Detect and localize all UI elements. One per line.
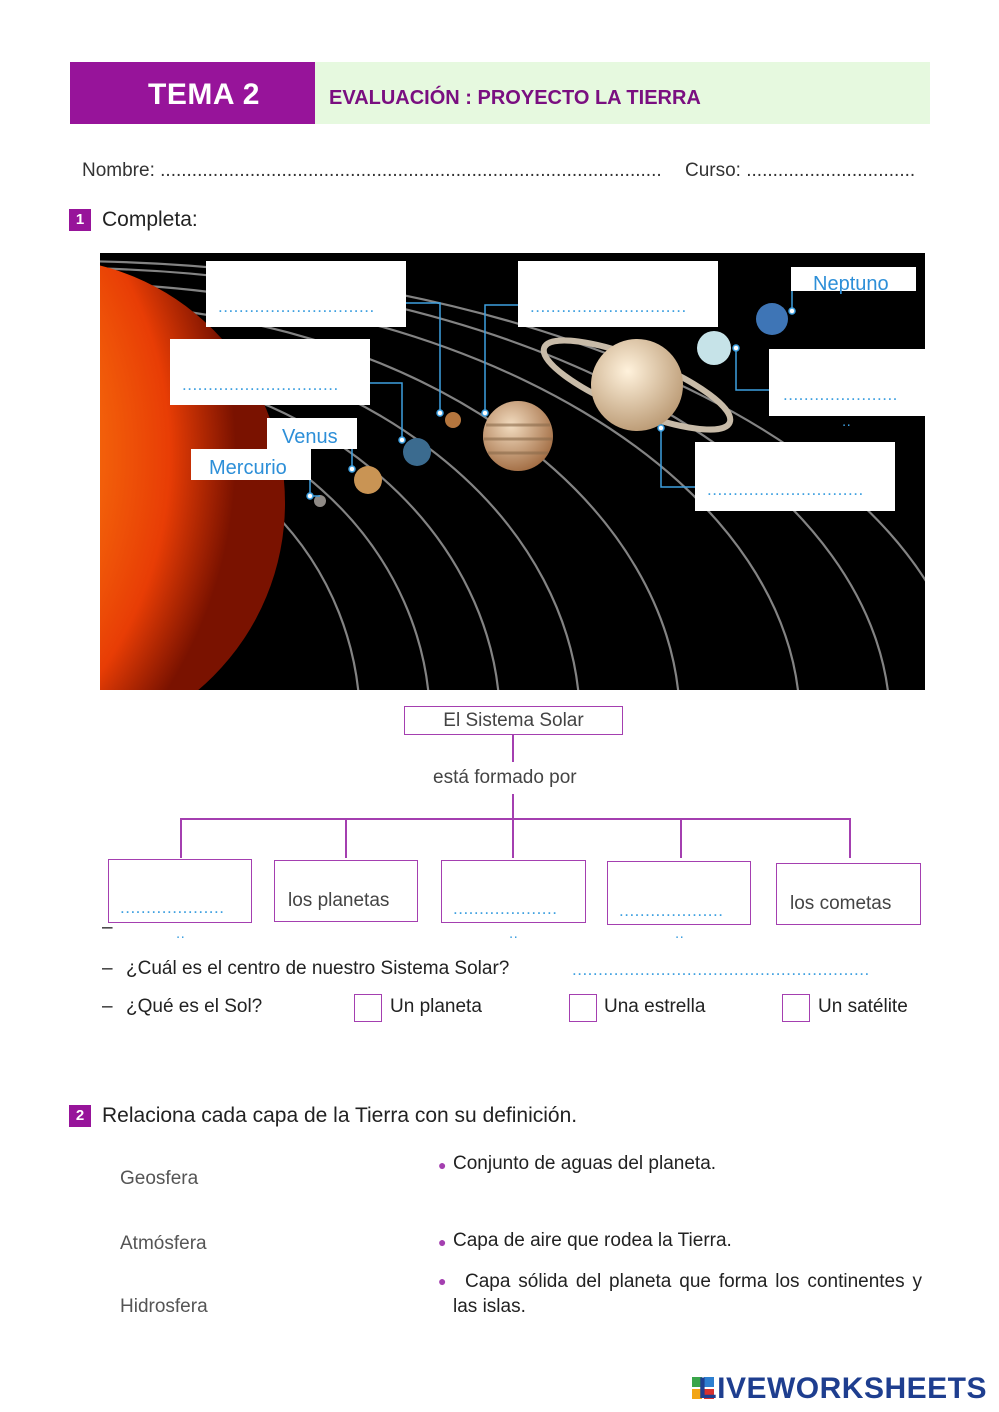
mercurio-label-box	[191, 449, 311, 480]
blank-dots[interactable]: ....................	[453, 899, 558, 918]
blank-dots[interactable]: ..............................	[182, 375, 339, 394]
connector-line	[512, 735, 514, 762]
dash: –	[102, 996, 113, 1017]
concept-box	[441, 860, 586, 923]
neptuno-label-box	[791, 267, 916, 295]
layer-geosfera[interactable]: Geosfera	[120, 1168, 199, 1189]
blank-label-box	[769, 349, 925, 416]
answer-center-field[interactable]: .........................................................	[572, 960, 870, 979]
definition: Capa sólida del planeta que forma los continentes y las islas.	[453, 1271, 922, 1317]
definition: Conjunto de aguas del planeta.	[453, 1153, 717, 1174]
concept-connector: está formado por	[433, 767, 577, 788]
section-2-number: 2	[69, 1105, 91, 1127]
concept-box	[776, 863, 921, 925]
question-center: ¿Cuál es el centro de nuestro Sistema Solar?	[126, 958, 510, 979]
solar-system-image	[100, 253, 925, 690]
option-checkbox[interactable]	[569, 994, 597, 1022]
concept-label: los cometas	[790, 893, 892, 914]
blank-dots[interactable]: ..............................	[218, 297, 375, 316]
connector-line	[512, 818, 514, 858]
mercurio-label: Mercurio	[209, 457, 287, 479]
concept-label: los planetas	[288, 890, 390, 911]
blank-label-box	[695, 442, 895, 511]
liveworksheets-brand[interactable]: LIVEWORKSHEETS	[698, 1372, 987, 1405]
neptuno-label: Neptuno	[813, 273, 889, 295]
option-checkbox[interactable]	[782, 994, 810, 1022]
blank-label-box	[170, 339, 370, 405]
section-1-number: 1	[69, 209, 91, 231]
dash: –	[102, 958, 113, 979]
blank-dots[interactable]: ..............................	[707, 480, 864, 499]
bullet-icon[interactable]: ●	[438, 1234, 447, 1250]
venus-label-box	[267, 418, 357, 449]
section-1-title: Completa:	[102, 208, 198, 231]
question-sun: ¿Qué es el Sol?	[126, 996, 263, 1017]
blank-dots[interactable]: ....................	[120, 898, 225, 917]
course-field: Curso: ................................	[685, 160, 916, 181]
connector-line	[345, 818, 347, 858]
tema-label: TEMA 2	[148, 78, 260, 111]
blank-label-box	[518, 261, 718, 327]
concept-box	[274, 860, 418, 922]
connector-line	[849, 818, 851, 858]
name-field: Nombre: ...............................................................................................	[82, 160, 662, 181]
layer-hidrosfera[interactable]: Hidrosfera	[120, 1296, 208, 1317]
bullet-icon[interactable]: ●	[438, 1273, 447, 1289]
blank-dots-overflow: ..	[842, 413, 852, 430]
option-label: Un satélite	[818, 996, 908, 1017]
blank-dots[interactable]: ......................	[783, 385, 898, 404]
title-banner	[315, 62, 930, 124]
blank-dots-overflow: ..	[176, 925, 186, 942]
blank-label-box	[206, 261, 406, 327]
venus-label: Venus	[282, 426, 338, 448]
section-2-title: Relaciona cada capa de la Tierra con su definición.	[102, 1104, 578, 1127]
option-label: Una estrella	[604, 996, 706, 1017]
blank-dots[interactable]: ....................	[619, 901, 724, 920]
option-checkbox[interactable]	[354, 994, 382, 1022]
connector-line	[680, 818, 682, 858]
definition: Capa de aire que rodea la Tierra.	[453, 1230, 732, 1251]
bullet-icon[interactable]: ●	[438, 1157, 447, 1173]
concept-box	[607, 861, 751, 925]
blank-dots-overflow: ..	[509, 925, 519, 942]
blank-dots-overflow: ..	[675, 925, 685, 942]
connector-line	[512, 794, 514, 818]
connector-line	[180, 818, 850, 820]
concept-root: El Sistema Solar	[404, 706, 623, 735]
connector-line	[180, 818, 182, 858]
option-label: Un planeta	[390, 996, 482, 1017]
concept-box	[108, 859, 252, 923]
tema-banner	[70, 62, 315, 124]
layer-atmosfera[interactable]: Atmósfera	[120, 1233, 207, 1254]
page-title: EVALUACIÓN : PROYECTO LA TIERRA	[329, 87, 701, 109]
dash: –	[102, 917, 113, 938]
blank-dots[interactable]: ..............................	[530, 297, 687, 316]
